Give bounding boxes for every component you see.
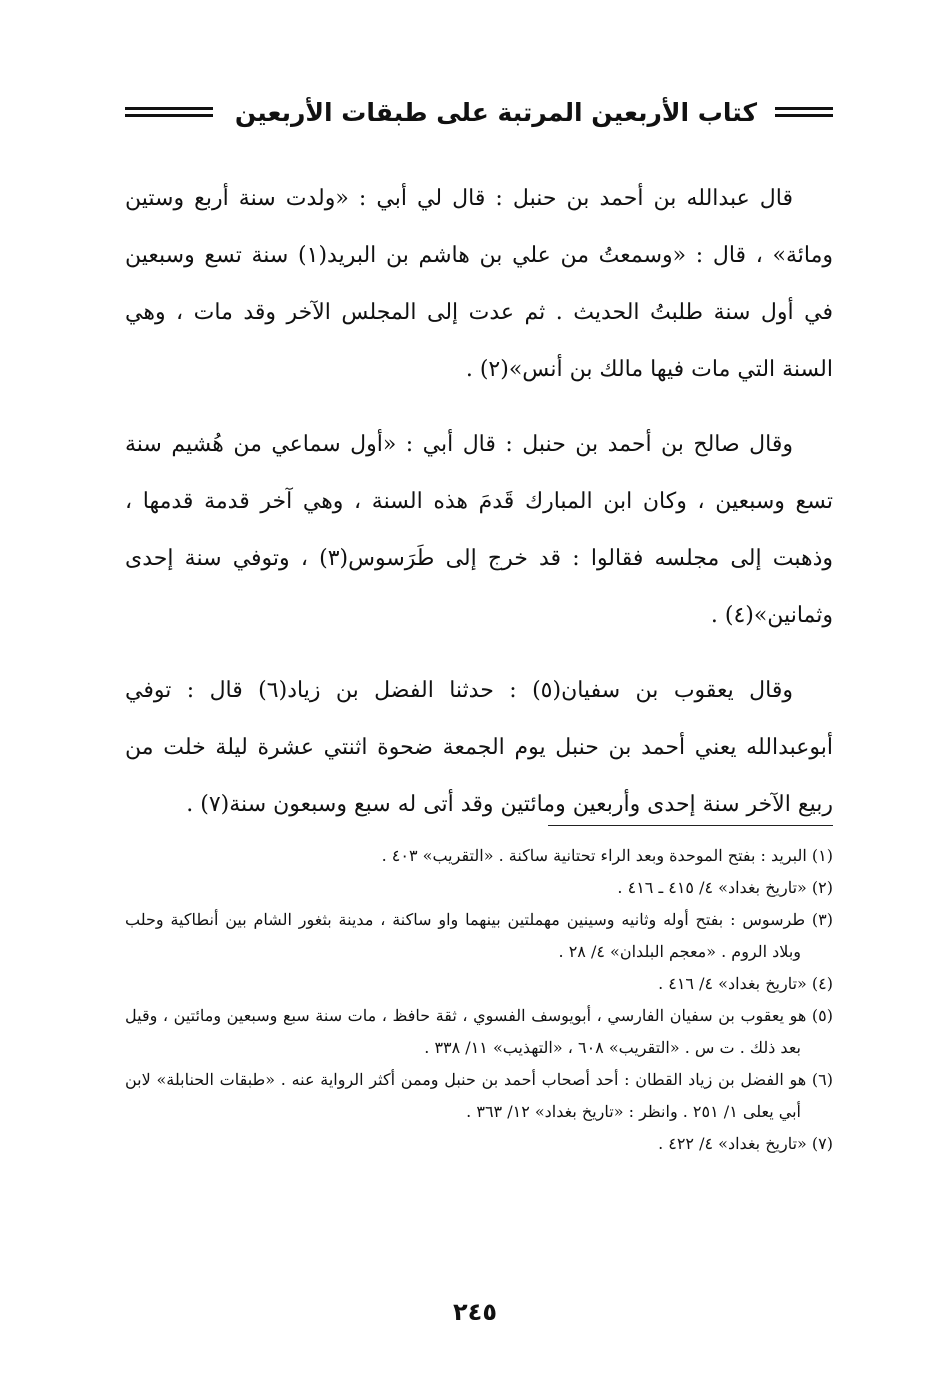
footnote-1: (١) البريد : بفتح الموحدة وبعد الراء تحتانية ساكنة . «التقريب» ٤٠٣ .: [381, 846, 833, 865]
header-double-rule-left: [125, 107, 213, 117]
footnote-3: (٣) طرسوس : بفتح أوله وثانيه وسينين مهملتين بينهما واو ساكنة ، مدينة بثغور الشام بين أنطاكية وحلب وبلاد الروم . «معجم البلدان» ٤/ ٢٨ .: [125, 910, 833, 961]
footnote-7: (٧) «تاريخ بغداد» ٤/ ٤٢٢ .: [658, 1134, 833, 1153]
footnote-2: (٢) «تاريخ بغداد» ٤/ ٤١٥ ـ ٤١٦ .: [617, 878, 833, 897]
footnote-separator: [548, 825, 833, 826]
footnote-6: (٦) هو الفضل بن زياد القطان : أحد أصحاب أحمد بن حنبل وممن أكثر الرواية عنه . «طبقات الحنابلة» لابن أبي يعلى ١/ ٢٥١ . وانظر : «تاريخ بغداد» ١٢/ ٣٦٣ .: [125, 1070, 833, 1121]
paragraph-3: وقال يعقوب بن سفيان(٥) : حدثنا الفضل بن زياد(٦) قال : توفي أبوعبدالله يعني أحمد بن حنبل يوم الجمعة ضحوة اثنتي عشرة ليلة خلت من ربيع الآخر سنة إحدى وأربعين ومائتين وقد أتى له سبع وسبعون سنة(٧) .: [125, 678, 833, 817]
running-header: [125, 92, 833, 132]
paragraph-1: قال عبدالله بن أحمد بن حنبل : قال لي أبي : «ولدت سنة أربع وستين ومائة» ، قال : «وسمعتُ من علي بن هاشم بن البريد(١) سنة تسع وسبعين في أول سنة طلبتُ الحديث . ثم عدت إلى المجلس الآخر وقد مات ، وهي السنة التي مات فيها مالك بن أنس»(٢) .: [125, 186, 833, 382]
footnote-4: (٤) «تاريخ بغداد» ٤/ ٤١٦ .: [658, 974, 833, 993]
footnotes: [125, 840, 833, 1160]
header-double-rule-right: [775, 107, 833, 117]
page-number: ٢٤٥: [453, 1298, 497, 1326]
main-text: [125, 170, 833, 851]
paragraph-2: وقال صالح بن أحمد بن حنبل : قال أبي : «أول سماعي من هُشيم سنة تسع وسبعين ، وكان ابن المبارك قَدمَ هذه السنة ، وهي آخر قدمة قدمها ، وذهبت إلى مجلسه فقالوا : قد خرج إلى طَرَسوس(٣) ، وتوفي سنة إحدى وثمانين»(٤) .: [125, 432, 833, 628]
footnote-5: (٥) هو يعقوب بن سفيان الفارسي ، أبويوسف الفسوي ، ثقة حافظ ، مات سنة سبع وسبعين ومائتين ، وقيل بعد ذلك . ت س . «التقريب» ٦٠٨ ، «التهذيب» ١١/ ٣٣٨ .: [125, 1006, 834, 1057]
header-title: كتاب الأربعين المرتبة على طبقات الأربعين: [234, 97, 757, 127]
